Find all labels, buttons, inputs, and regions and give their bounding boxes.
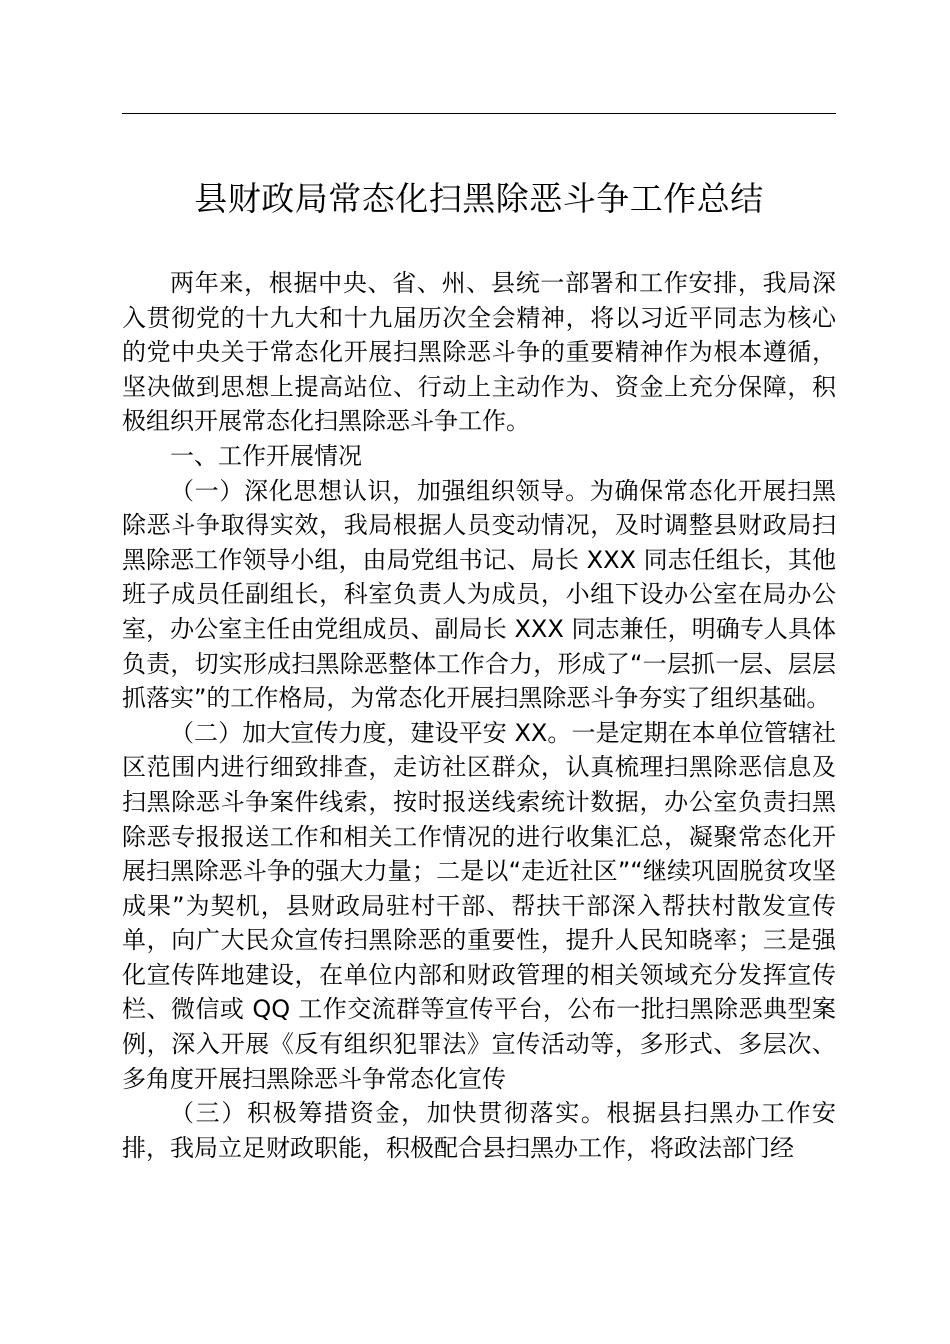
header-rule [122,113,836,114]
paragraph-intro: 两年来，根据中央、省、州、县统一部署和工作安排，我局深入贯彻党的十九大和十九届历次全会精神，将以习近平同志为核心的党中央关于常态化开展扫黑除恶斗争的重要精神作为根本遵循，坚决做到思想上提高站位、行动上主动作为、资金上充分保障，积极组织开展常态化扫黑除恶斗争工作。 [122,269,836,436]
document-body [122,266,836,1165]
paragraph-section-3: （三）积极筹措资金，加快贯彻落实。根据县扫黑办工作安排，我局立足财政职能，积极配合县扫黑办工作，将政法部门经 [122,1099,836,1162]
document-title: 县财政局常态化扫黑除恶斗争工作总结 [194,179,764,218]
section-heading-work-status: 一、工作开展情况 [170,441,362,470]
paragraph-section-2: （二）加大宣传力度，建设平安 XX。一是定期在本单位管辖社区范围内进行细致排查，走访社区群众，认真梳理扫黑除恶信息及扫黑除恶斗争案件线索，按时报送线索统计数据，办公室负责扫黑除恶专报报送工作和相关工作情况的进行收集汇总，凝聚常态化开展扫黑除恶斗争的强大力量；二是以“走近社区”“继续巩固脱贫攻坚成果”为契机，县财政局驻村干部、帮扶干部深入帮扶村散发宣传单，向广大民众宣传扫黑除恶的重要性，提升人民知晓率；三是强化宣传阵地建设，在单位内部和财政管理的相关领域充分发挥宣传栏、微信或 QQ 工作交流群等宣传平台，公布一批扫黑除恶典型案例，深入开展《反有组织犯罪法》宣传活动等，多形式、多层次、多角度开展扫黑除恶斗争常态化宣传 [122,718,836,1093]
paragraph-section-1: （一）深化思想认识，加强组织领导。为确保常态化开展扫黑除恶斗争取得实效，我局根据人员变动情况，及时调整县财政局扫黑除恶工作领导小组，由局党组书记、局长 XXX 同志任组长，其他班子成员任副组长，科室负责人为成员，小组下设办公室在局办公室，办公室主任由党组成员、副局长 XXX 同志兼任，明确专人具体负责，切实形成扫黑除恶整体工作合力，形成了“一层抓一层、层层抓落实”的工作格局，为常态化开展扫黑除恶斗争夯实了组织基础。 [122,476,836,713]
